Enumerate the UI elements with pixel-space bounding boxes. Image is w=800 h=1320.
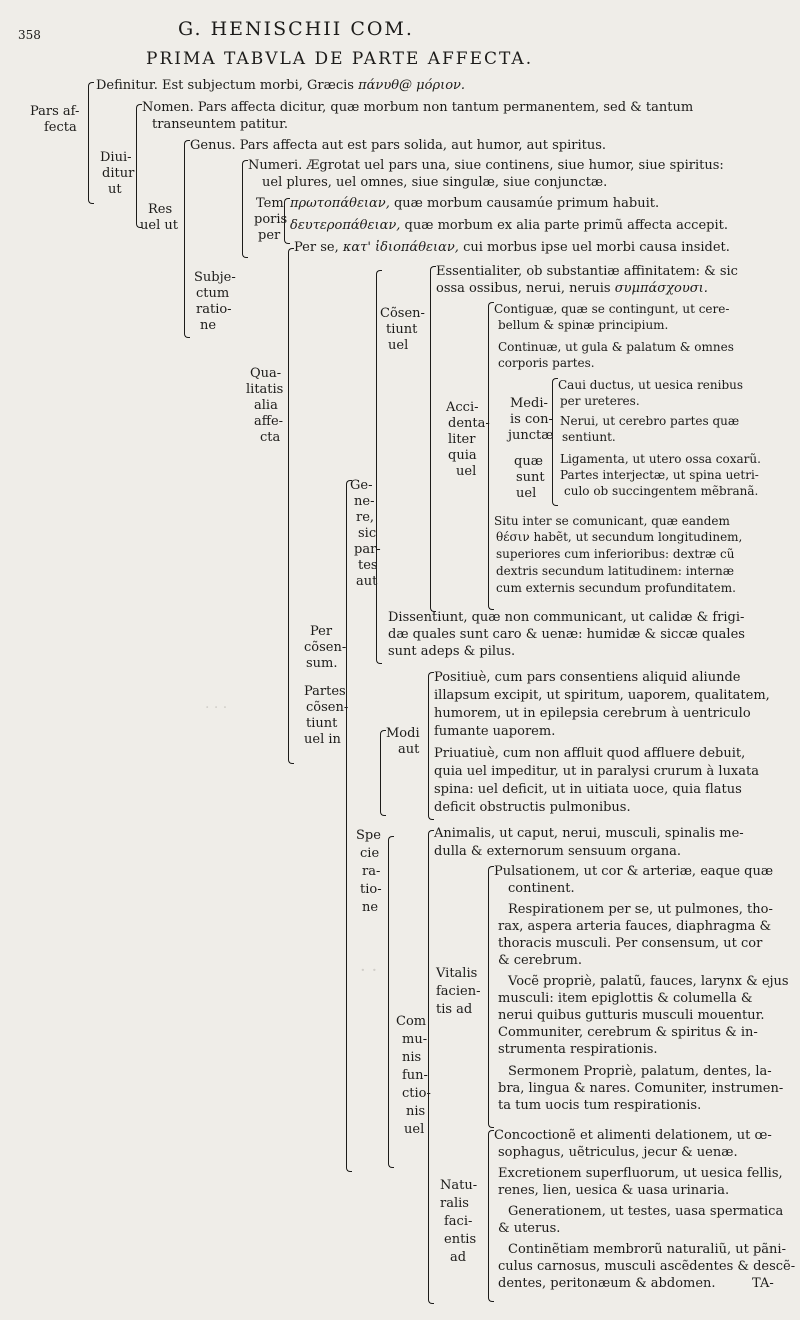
- label-qualitatis-4: affe-: [254, 414, 284, 429]
- essentialiter-greek: συμπάσχουσι.: [614, 281, 708, 296]
- label-genere-2: ne-: [354, 494, 375, 509]
- label-modi-1: Modi: [386, 726, 420, 741]
- label-specie-3: ra-: [362, 864, 381, 879]
- label-per-consensum-7: uel in: [304, 732, 341, 747]
- numeri-line-1: Numeri. Ægrotat uel pars una, siue continens, siue humor, siue spiritus:: [248, 158, 724, 173]
- sermonem-line-1: Sermonem Propriè, palatum, dentes, la-: [508, 1064, 772, 1079]
- dissentiunt-line-3: sunt adeps & pilus.: [388, 644, 516, 659]
- nerui-line-2: sentiunt.: [562, 430, 616, 444]
- label-naturalis-5: ad: [450, 1250, 467, 1265]
- label-temporis-1: Tem: [256, 196, 284, 211]
- label-per-consensum-2: cõsen-: [304, 640, 347, 655]
- deuteropatheia-text: quæ morbum ex alia parte primũ affecta accepit.: [404, 218, 728, 233]
- dissentiunt-line-2: dæ quales sunt caro & uenæ: humidæ & siccæ quales: [388, 627, 745, 642]
- situ-line-4: dextris secundum latitudinem: internæ: [496, 564, 734, 578]
- brace-modi-outer: [380, 730, 386, 816]
- respirationem-line-4: & cerebrum.: [498, 953, 582, 968]
- genus-line: Genus. Pars affecta aut est pars solida, aut humor, aut spiritus.: [190, 138, 607, 153]
- caui-line-1: Caui ductus, ut uesica renibus: [558, 378, 744, 392]
- contiguae-line-1: Contiguæ, quæ se contingunt, ut cere-: [494, 302, 730, 316]
- perse-label: Per se,: [294, 240, 339, 255]
- perse-greek: κατ' ἰδιοπάθειαν,: [342, 240, 459, 255]
- ligamenta-line-1: Ligamenta, ut utero ossa coxarũ.: [560, 452, 761, 466]
- label-mediis-2: is con-: [510, 412, 553, 427]
- brace-naturalis: [488, 1130, 494, 1302]
- nomen-line-1: Nomen. Pars affecta dicitur, quæ morbum non tantum permanentem, sed & tantum: [142, 100, 694, 115]
- priuatiue-line-4: deficit obstructis pulmonibus.: [434, 800, 631, 815]
- label-genere-7: aut: [356, 574, 378, 589]
- excretionem-line-2: renes, lien, uesica & uasa urinaria.: [498, 1183, 730, 1198]
- catchword: TA-: [752, 1276, 774, 1291]
- brace-consentiunt: [430, 266, 436, 612]
- label-naturalis-3: faci-: [444, 1214, 473, 1229]
- label-vitalis-3: tis ad: [436, 1002, 473, 1017]
- positiue-line-1: Positiuè, cum pars consentiens aliquid aliunde: [434, 670, 741, 685]
- animalis-line-2: dulla & externorum sensuum organa.: [434, 844, 681, 859]
- label-genere-6: tes: [358, 558, 378, 573]
- sermonem-line-3: ta tum uocis tum respirationis.: [498, 1098, 702, 1113]
- label-per-consensum-1: Per: [310, 624, 333, 639]
- label-accidentaliter-2: denta-: [448, 416, 490, 431]
- brace-per-consensum: [346, 480, 352, 1172]
- brace-vitalis: [488, 866, 494, 1128]
- essentialiter-line-1: Essentialiter, ob substantiæ affinitatem: & sic: [436, 264, 738, 279]
- label-mediis-4: quæ: [514, 454, 543, 469]
- brace-qualitatis: [288, 248, 294, 764]
- brace-genere: [376, 270, 382, 664]
- label-communis-2: mu-: [402, 1032, 428, 1047]
- label-communis-1: Com: [396, 1014, 427, 1029]
- label-mediis-5: sunt: [516, 470, 545, 485]
- ligamenta-line-3: culo ob succingentem mẽbranã.: [564, 484, 759, 498]
- definitur-line: [96, 78, 465, 93]
- respirationem-line-2: rax, aspera arteria fauces, diaphragma &: [498, 919, 772, 934]
- label-genere-3: re,: [356, 510, 375, 525]
- ligamenta-line-2: Partes interjectæ, ut spina uetri-: [560, 468, 759, 482]
- caui-line-2: per ureteres.: [560, 394, 640, 408]
- label-accidentaliter-5: uel: [456, 464, 477, 479]
- positiue-line-4: fumante uaporem.: [434, 724, 556, 739]
- label-specie-1: Spe: [356, 828, 381, 843]
- animalis-line-1: Animalis, ut caput, nerui, musculi, spinalis me-: [434, 826, 744, 841]
- label-specie-2: cie: [360, 846, 380, 861]
- situ-line-3: superiores cum inferioribus: dextræ cũ: [496, 547, 735, 561]
- label-genere-4: sic: [358, 526, 377, 541]
- vocem-line-1: Vocẽ propriè, palatũ, fauces, larynx & ejus: [508, 974, 789, 989]
- label-accidentaliter-4: quia: [448, 448, 477, 463]
- situ-line-1: Situ inter se comunicant, quæ eandem: [494, 514, 730, 528]
- definitur-text: Definitur. Est subjectum morbi, Græcis: [96, 78, 354, 93]
- protopatheia-greek: πρωτοπάθειαν,: [290, 196, 390, 211]
- positiue-line-2: illapsum excipit, ut spiritum, uaporem, qualitatem,: [434, 688, 770, 703]
- label-subiectum-2: ctum: [196, 286, 230, 301]
- label-communis-3: nis: [402, 1050, 422, 1065]
- vocem-line-3: nerui quibus gutturis musculi mouentur.: [498, 1008, 765, 1023]
- excretionem-line-1: Excretionem superfluorum, ut uesica fellis,: [498, 1166, 783, 1181]
- label-per-consensum-5: cõsen-: [306, 700, 349, 715]
- situ-line-5: cum externis secundum profunditatem.: [496, 581, 736, 595]
- label-modi-2: aut: [398, 742, 420, 757]
- brace-accidentaliter: [488, 302, 494, 610]
- concoctionem-line-2: sophagus, uẽtriculus, jecur & uenæ.: [498, 1145, 738, 1160]
- label-vitalis-2: facien-: [436, 984, 481, 999]
- label-genere-1: Ge-: [350, 478, 373, 493]
- label-accidentaliter-1: Acci-: [446, 400, 479, 415]
- label-diuiditur-1: Diui-: [100, 150, 132, 165]
- priuatiue-line-2: quia uel impeditur, ut in paralysi crurum à luxata: [434, 764, 759, 779]
- continentiam-line-1: Continẽtiam membrorũ naturaliũ, ut pãni-: [508, 1242, 786, 1257]
- brace-diuiditur: [136, 104, 142, 228]
- brace-res: [184, 140, 190, 338]
- positiue-line-3: humorem, ut in epilepsia cerebrum à uentriculo: [434, 706, 751, 721]
- priuatiue-line-1: Priuatiuè, cum non affluit quod affluere debuit,: [434, 746, 746, 761]
- dissentiunt-line-1: Dissentiunt, quæ non communicant, ut calidæ & frigi-: [388, 610, 745, 625]
- label-specie-4: tio-: [360, 882, 382, 897]
- continuae-line-2: corporis partes.: [498, 356, 595, 370]
- label-naturalis-4: entis: [444, 1232, 477, 1247]
- concoctionem-line-1: Concoctionẽ et alimenti delationem, ut œ-: [494, 1128, 772, 1143]
- protopatheia-text: quæ morbum causamúe primum habuit.: [393, 196, 660, 211]
- label-communis-5: ctio-: [402, 1086, 431, 1101]
- label-communis-6: nis: [406, 1104, 426, 1119]
- label-diuiditur-2: ditur: [102, 166, 135, 181]
- label-per-consensum-4: Partes: [304, 684, 346, 699]
- label-subiectum-4: ne: [200, 318, 217, 333]
- essentialiter-text-2: ossa ossibus, nerui, neruis: [436, 281, 611, 296]
- respirationem-line-3: thoracis musculi. Per consensum, ut cor: [498, 936, 763, 951]
- generationem-line-2: & uterus.: [498, 1221, 561, 1236]
- label-consentiunt-1: Cõsen-: [380, 306, 425, 321]
- label-res-2: uel ut: [140, 218, 178, 233]
- priuatiue-line-3: spina: uel deficit, ut in uitiata uoce, quia flatus: [434, 782, 742, 797]
- essentialiter-line-2: [436, 281, 708, 296]
- temporis-line-1: [290, 196, 659, 211]
- label-res-1: Res: [148, 202, 173, 217]
- numeri-line-2: uel plures, uel omnes, siue singulæ, siue conjunctæ.: [262, 175, 608, 190]
- label-pars-affecta-1: Pars af-: [30, 104, 80, 119]
- label-communis-4: fun-: [402, 1068, 428, 1083]
- label-diuiditur-3: ut: [108, 182, 122, 197]
- sermonem-line-2: bra, lingua & nares. Comuniter, instrumen-: [498, 1081, 784, 1096]
- label-naturalis-2: ralis: [440, 1196, 469, 1211]
- label-specie-5: ne: [362, 900, 379, 915]
- label-vitalis-1: Vitalis: [436, 966, 478, 981]
- label-temporis-2: poris: [254, 212, 288, 227]
- vocem-line-2: musculi: item epiglottis & columella &: [498, 991, 753, 1006]
- label-qualitatis-2: litatis: [246, 382, 284, 397]
- brace-subiectum: [242, 160, 248, 258]
- label-subiectum-3: ratio-: [196, 302, 232, 317]
- bleed-through-text: · ·: [360, 960, 378, 981]
- label-pars-affecta-2: fecta: [44, 120, 77, 135]
- table-title: PRIMA TABVLA DE PARTE AFFECTA.: [146, 49, 534, 69]
- nomen-line-2: transeuntem patitur.: [152, 117, 289, 132]
- brace-mediis: [552, 378, 558, 506]
- label-mediis-6: uel: [516, 486, 537, 501]
- situ-line-2: θέσιν habẽt, ut secundum longitudinem,: [496, 530, 743, 544]
- deuteropatheia-greek: δευτεροπάθειαν,: [290, 218, 401, 233]
- page-number: 358: [18, 28, 41, 42]
- brace-communis: [428, 830, 434, 1304]
- bleed-through-text: · · ·: [205, 700, 228, 716]
- label-accidentaliter-3: liter: [448, 432, 476, 447]
- label-mediis-1: Medi-: [510, 396, 548, 411]
- label-per-consensum-3: sum.: [306, 656, 338, 671]
- respirationem-line-1: Respirationem per se, ut pulmones, tho-: [508, 902, 773, 917]
- contiguae-line-2: bellum & spinæ principium.: [498, 318, 669, 332]
- label-temporis-3: per: [258, 228, 281, 243]
- generationem-line-1: Generationem, ut testes, uasa spermatica: [508, 1204, 784, 1219]
- label-mediis-3: junctæ: [508, 428, 554, 443]
- vocem-line-4: Communiter, cerebrum & spiritus & in-: [498, 1025, 758, 1040]
- continentiam-line-2: culus carnosus, musculi ascẽdentes & descẽ-: [498, 1259, 796, 1274]
- nerui-line-1: Nerui, ut cerebro partes quæ: [560, 414, 740, 428]
- label-consentiunt-2: tiunt: [386, 322, 418, 337]
- running-head: G. HENISCHII COM.: [178, 18, 414, 40]
- perse-line: [294, 240, 730, 255]
- label-subiectum-1: Subje-: [194, 270, 236, 285]
- label-qualitatis-3: alia: [254, 398, 278, 413]
- label-communis-7: uel: [404, 1122, 425, 1137]
- definitur-greek: πάνυθ@ μόριον.: [358, 78, 466, 93]
- label-genere-5: par-: [354, 542, 381, 557]
- vocem-line-5: strumenta respirationis.: [498, 1042, 658, 1057]
- label-naturalis-1: Natu-: [440, 1178, 478, 1193]
- continuae-line-1: Continuæ, ut gula & palatum & omnes: [498, 340, 734, 354]
- brace-pars-affecta: [88, 82, 94, 204]
- label-consentiunt-3: uel: [388, 338, 409, 353]
- pulsationem-line-1: Pulsationem, ut cor & arteriæ, eaque quæ: [494, 864, 774, 879]
- pulsationem-line-2: continent.: [508, 881, 575, 896]
- continentiam-line-3: dentes, peritonæum & abdomen.: [498, 1276, 716, 1291]
- label-qualitatis-1: Qua-: [250, 366, 282, 381]
- perse-text: cui morbus ipse uel morbi causa insidet.: [463, 240, 730, 255]
- label-qualitatis-5: cta: [260, 430, 281, 445]
- temporis-line-2: [290, 218, 728, 233]
- brace-specie: [388, 836, 394, 1168]
- label-per-consensum-6: tiunt: [306, 716, 338, 731]
